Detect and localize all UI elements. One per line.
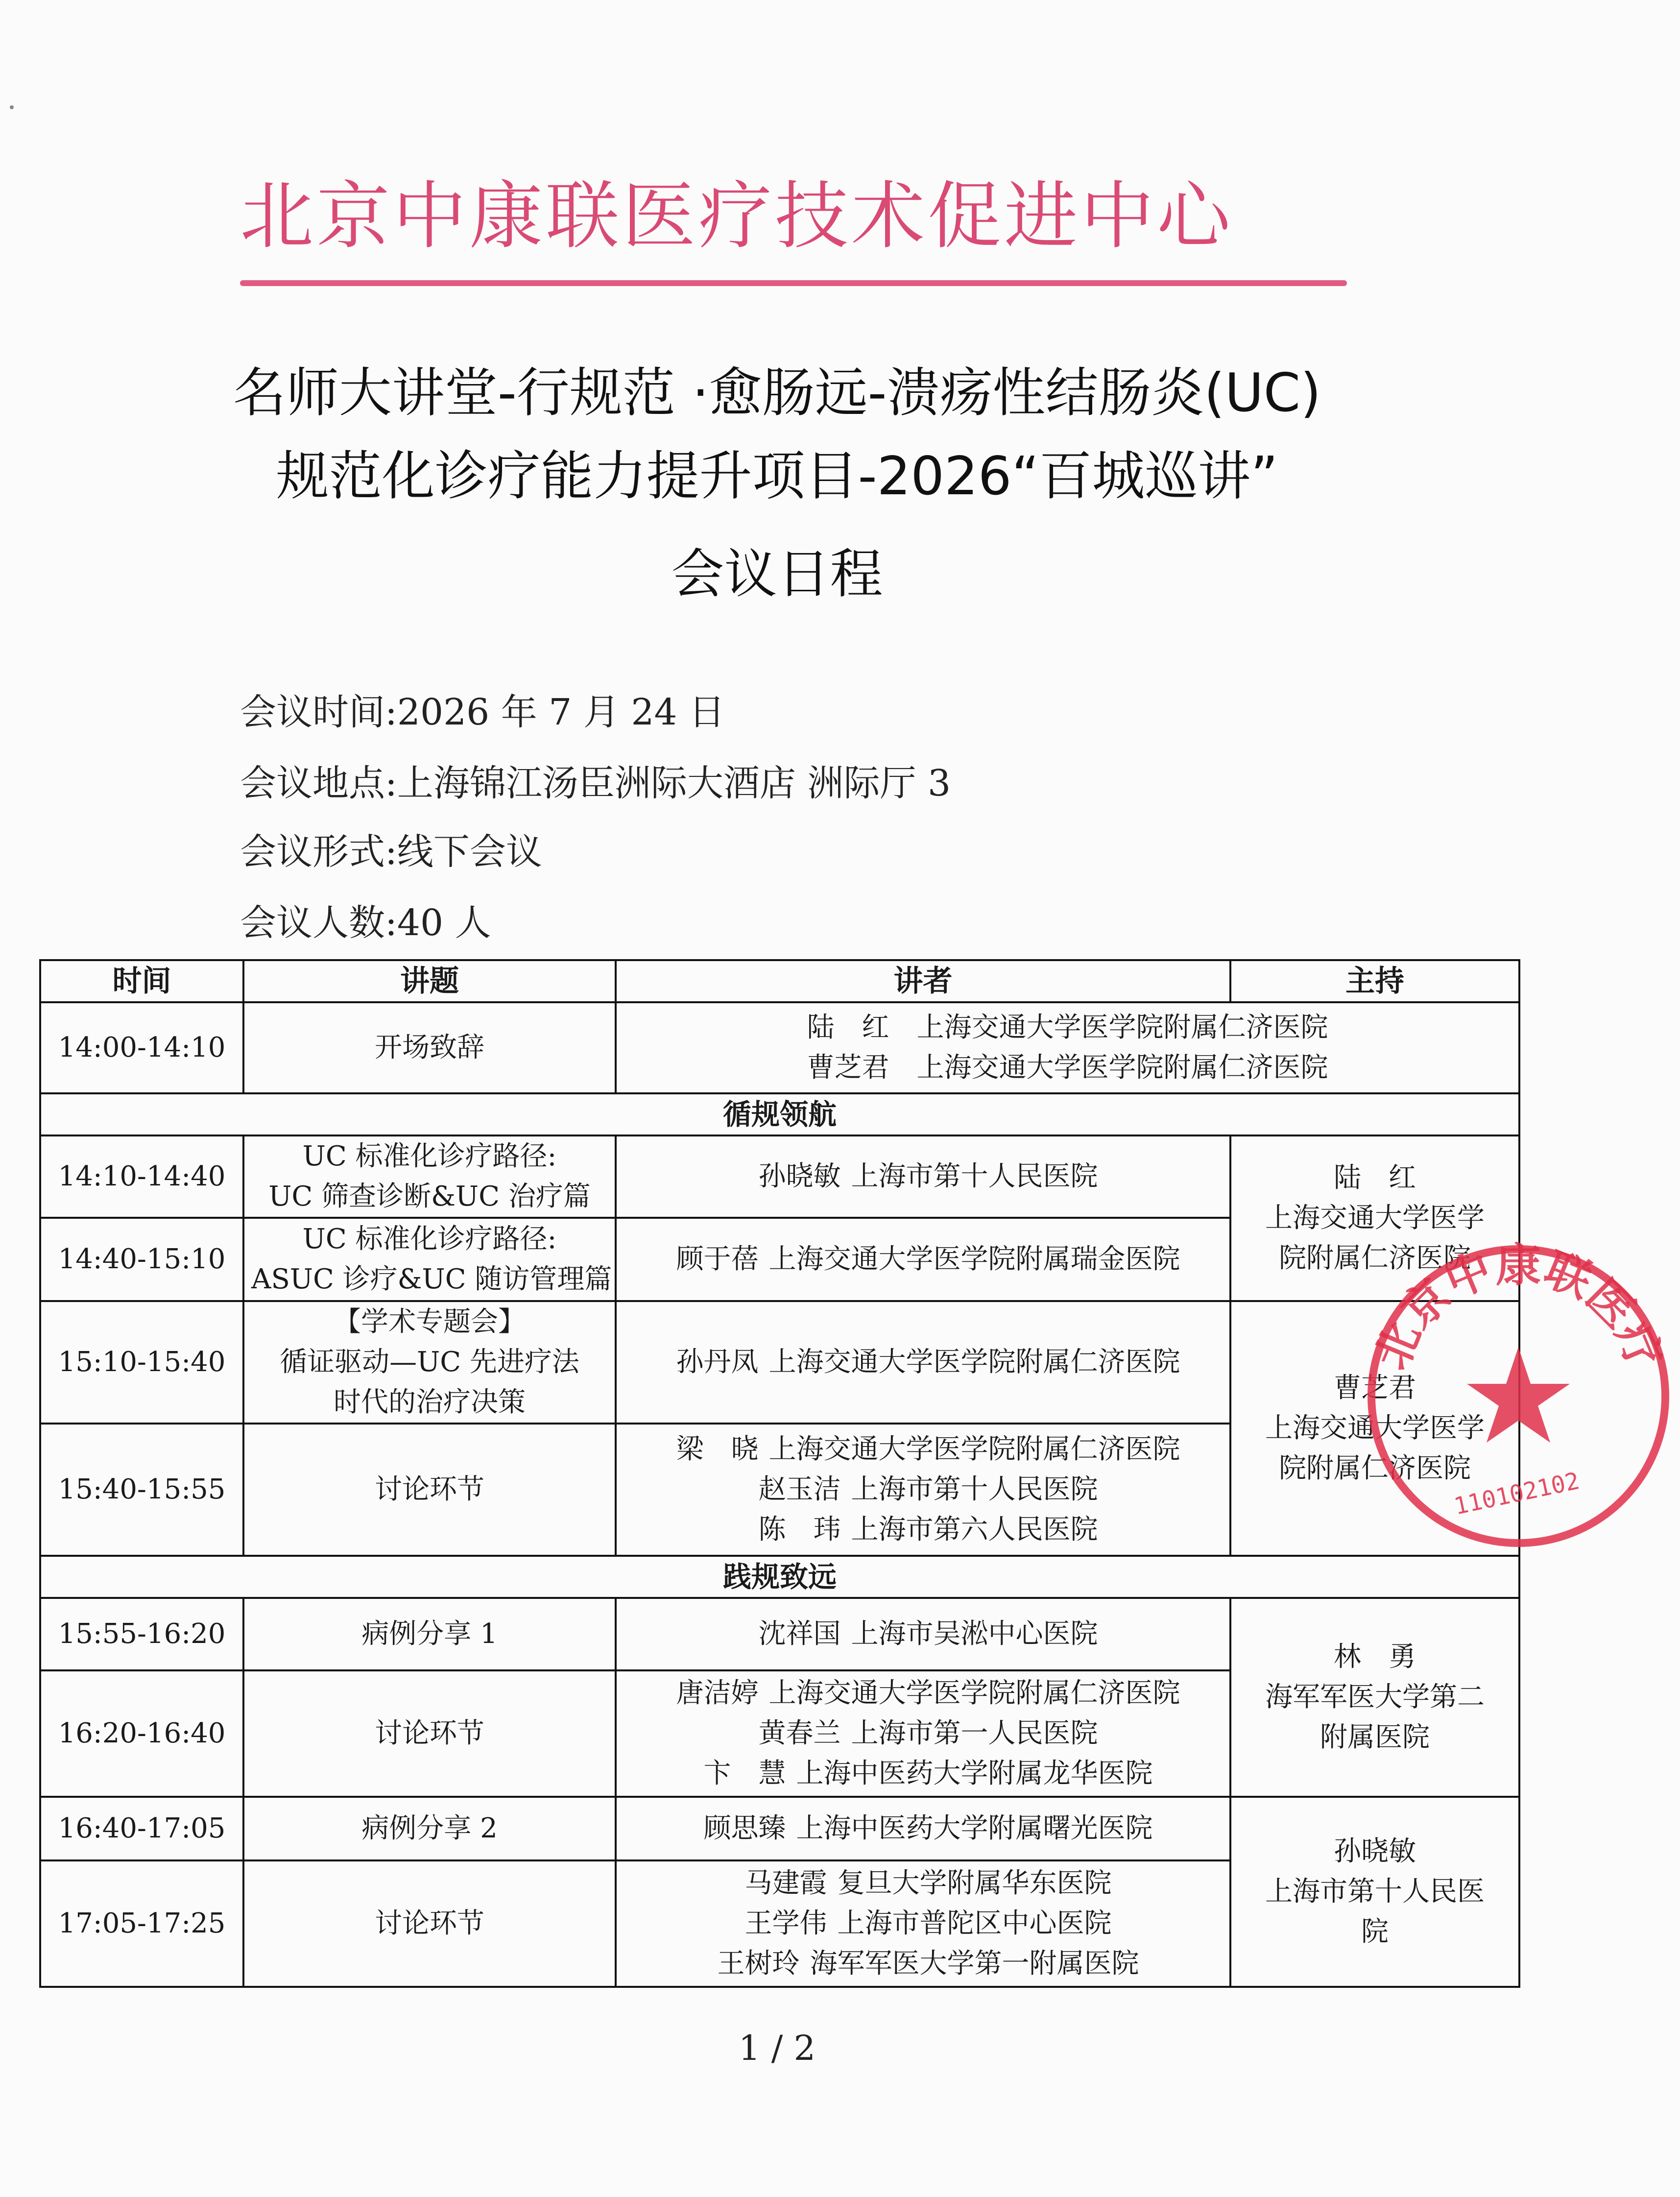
speaker-name: 王树玲: [717, 1948, 800, 1980]
speaker-entry: [624, 1904, 1223, 1944]
section-title: 践规致远: [40, 1556, 1519, 1598]
topic-line: 讨论环节: [375, 1717, 484, 1749]
meeting-time: 会议时间:2026 年 7 月 24 日: [240, 691, 725, 733]
stamp-number: 110102102: [1451, 1467, 1582, 1521]
speaker-org: 复旦大学附属华东医院: [837, 1867, 1112, 1899]
speaker-org: 上海市第六人民医院: [851, 1514, 1098, 1545]
host-org: 海军军医大学第二: [1265, 1681, 1485, 1713]
topic-cell: [243, 1860, 616, 1987]
time-cell: 16:20-16:40: [40, 1670, 243, 1797]
topic-line: 【学术专题会】: [334, 1306, 526, 1338]
speaker-org: 上海中医药大学附属龙华医院: [796, 1758, 1153, 1789]
meeting-count: 会议人数:40 人: [240, 902, 491, 944]
speaker-org: 上海交通大学医学院附属仁济医院: [768, 1677, 1180, 1709]
speaker-entry: [624, 1714, 1223, 1754]
table-row: [40, 1301, 1519, 1424]
speaker-name: 曹芝君: [807, 1052, 889, 1084]
speakers-cell: [616, 1797, 1230, 1860]
topic-line: 讨论环节: [375, 1907, 484, 1939]
topic-cell: [243, 1218, 616, 1301]
topic-cell: [243, 1135, 616, 1218]
speaker-org: 海军军医大学第一附属医院: [810, 1948, 1139, 1980]
topic-cell: [243, 1670, 616, 1797]
speaker-org: 上海交通大学医学院附属瑞金医院: [768, 1243, 1180, 1275]
title-line-2: 规范化诊疗能力提升项目-2026“百城巡讲”: [276, 446, 1278, 507]
meeting-place: 会议地点:上海锦江汤臣洲际大酒店 洲际厅 3: [240, 762, 951, 804]
section-row: [40, 1093, 1519, 1135]
speaker-entry: [624, 1754, 1223, 1794]
topic-cell: [243, 1797, 616, 1860]
topic-line: 循证驱动—UC 先进疗法: [280, 1346, 579, 1378]
topic-line: 时代的治疗决策: [334, 1386, 526, 1418]
topic-line: UC 标准化诊疗路径:: [302, 1140, 557, 1172]
time-cell: 17:05-17:25: [40, 1860, 243, 1987]
speaker-entry: [624, 1157, 1223, 1197]
speakers-cell: [616, 1301, 1230, 1424]
time-cell: 15:55-16:20: [40, 1598, 243, 1670]
topic-line: 病例分享 2: [361, 1812, 498, 1844]
official-seal-stamp: [1357, 1234, 1680, 1558]
speaker-org: 上海市普陀区中心医院: [837, 1907, 1112, 1939]
speaker-entry: [624, 1673, 1223, 1714]
speaker-entry: [624, 1239, 1223, 1280]
speaker-name: 唐洁婷: [676, 1677, 759, 1709]
host-org: 院附属仁济医院: [1279, 1242, 1471, 1274]
speakers-cell: [616, 1670, 1230, 1797]
table-row: [40, 1002, 1519, 1093]
title-line-1: 名师大讲堂-行规范 ·愈肠远-溃疡性结肠炎(UC): [233, 362, 1321, 424]
host-org: 上海交通大学医学: [1265, 1202, 1485, 1234]
speaker-entry: [624, 1048, 1512, 1088]
time-cell: 14:10-14:40: [40, 1135, 243, 1218]
table-row: [40, 1797, 1519, 1860]
speaker-name: 黄春兰: [758, 1717, 841, 1749]
speakers-cell: [616, 1135, 1230, 1218]
speaker-name: 陆 红: [807, 1012, 889, 1043]
host-name: 曹芝君: [1334, 1372, 1416, 1404]
host-org: 附属医院: [1320, 1721, 1430, 1753]
header-topic: 讲题: [243, 960, 616, 1002]
topic-cell: [243, 1301, 616, 1424]
schedule-table: [39, 959, 1520, 1988]
time-cell: 14:40-15:10: [40, 1218, 243, 1301]
time-cell: 16:40-17:05: [40, 1797, 243, 1860]
speaker-name: 赵玉洁: [758, 1473, 841, 1505]
speaker-org: 上海交通大学医学院附属仁济医院: [768, 1433, 1180, 1465]
header-time: 时间: [40, 960, 243, 1002]
speaker-name: 陈 玮: [758, 1514, 841, 1545]
header-rule: [240, 280, 1347, 286]
host-org: 院附属仁济医院: [1279, 1452, 1471, 1484]
meeting-format: 会议形式:线下会议: [240, 831, 542, 873]
speaker-name: 顾思臻: [703, 1812, 786, 1844]
speaker-name: 梁 晓: [676, 1433, 759, 1465]
speaker-entry: [624, 1809, 1223, 1849]
speaker-name: 马建霞: [744, 1867, 827, 1899]
speaker-name: 卞 慧: [703, 1758, 786, 1789]
speaker-entry: [624, 1008, 1512, 1048]
speaker-entry: [624, 1429, 1223, 1470]
page-number: 1 / 2: [738, 2028, 816, 2068]
section-row: [40, 1556, 1519, 1598]
speaker-entry: [624, 1342, 1223, 1382]
time-cell: 15:10-15:40: [40, 1301, 243, 1424]
speakers-cell: [616, 1002, 1519, 1093]
speaker-entry: [624, 1863, 1223, 1904]
host-name: 林 勇: [1334, 1641, 1416, 1673]
speaker-entry: [624, 1470, 1223, 1510]
topic-line: UC 筛查诊断&UC 治疗篇: [268, 1181, 591, 1212]
time-cell: 14:00-14:10: [40, 1002, 243, 1093]
speaker-org: 上海交通大学医学院附属仁济医院: [916, 1052, 1328, 1084]
section-title: 循规领航: [40, 1093, 1519, 1135]
host-name: 陆 红: [1334, 1162, 1416, 1194]
speaker-name: 王学伟: [744, 1907, 827, 1939]
speaker-entry: [624, 1510, 1223, 1550]
speaker-entry: [624, 1614, 1223, 1654]
host-org: 院: [1361, 1916, 1389, 1948]
topic-line: ASUC 诊疗&UC 随访管理篇: [251, 1263, 612, 1295]
scan-speck: [10, 105, 14, 109]
speaker-org: 上海市第一人民医院: [851, 1717, 1098, 1749]
org-name-heading: 北京中康联医疗技术促进中心: [240, 174, 1234, 259]
speaker-org: 上海市第十人民医院: [851, 1160, 1098, 1192]
speakers-cell: [616, 1218, 1230, 1301]
topic-cell: 开场致辞: [243, 1002, 616, 1093]
speakers-cell: [616, 1598, 1230, 1670]
speaker-name: 孙晓敏: [758, 1160, 841, 1192]
stamp-text: 北京中康联医疗: [1365, 1239, 1672, 1377]
speaker-org: 上海市吴淞中心医院: [851, 1618, 1098, 1650]
time-cell: 15:40-15:55: [40, 1424, 243, 1556]
speaker-org: 上海交通大学医学院附属仁济医院: [768, 1346, 1180, 1378]
speaker-entry: [624, 1944, 1223, 1984]
speaker-name: 孙丹凤: [676, 1346, 759, 1378]
speaker-org: 上海市第十人民医院: [851, 1473, 1098, 1505]
speakers-cell: [616, 1860, 1230, 1987]
host-org: 上海市第十人民医: [1265, 1876, 1485, 1907]
table-row: [40, 1135, 1519, 1218]
topic-cell: [243, 1424, 616, 1556]
host-cell: [1230, 1598, 1519, 1797]
table-header-row: [40, 960, 1519, 1002]
host-org: 上海交通大学医学: [1265, 1412, 1485, 1444]
topic-line: 病例分享 1: [361, 1618, 498, 1650]
speaker-name: 顾于蓓: [676, 1243, 759, 1275]
topic-line: UC 标准化诊疗路径:: [302, 1223, 557, 1255]
speaker-org: 上海交通大学医学院附属仁济医院: [916, 1012, 1328, 1043]
speaker-org: 上海中医药大学附属曙光医院: [796, 1812, 1153, 1844]
title-line-3: 会议日程: [671, 544, 883, 605]
speaker-name: 沈祥国: [758, 1618, 841, 1650]
host-name: 孙晓敏: [1334, 1835, 1416, 1867]
header-speaker: 讲者: [616, 960, 1230, 1002]
header-host: 主持: [1230, 960, 1519, 1002]
topic-line: 讨论环节: [375, 1473, 484, 1505]
host-cell: [1230, 1797, 1519, 1987]
table-row: [40, 1598, 1519, 1670]
topic-cell: [243, 1598, 616, 1670]
speakers-cell: [616, 1424, 1230, 1556]
